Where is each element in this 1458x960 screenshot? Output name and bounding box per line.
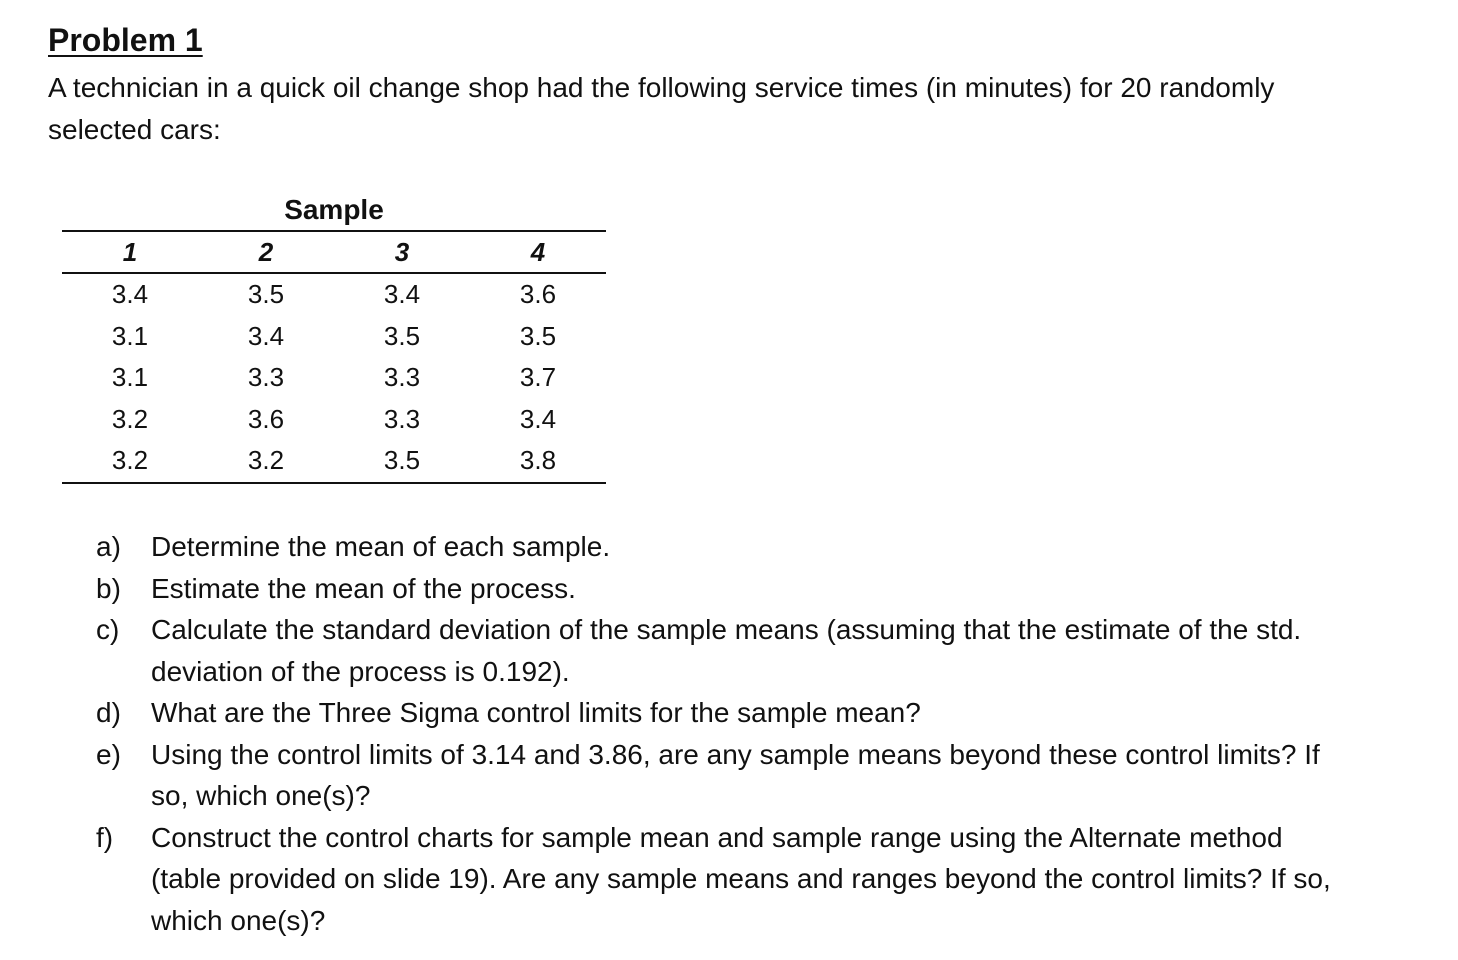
column-header-2: 2: [258, 236, 274, 267]
table-cell: 3.5: [519, 320, 557, 351]
question-letter: c): [96, 614, 120, 645]
table-cell: 3.2: [247, 445, 285, 476]
question-text: Construct the control charts for sample mean and sample range using the Alternate method (table provided on slide 19). Are any sample means and ranges beyond the control limits? If so, which one(s)?: [151, 821, 1331, 936]
question-text: Calculate the standard deviation of the sample means (assuming that the estimate of the std. deviation of the process is 0.192).: [151, 614, 1302, 687]
question-letter: b): [96, 572, 121, 604]
column-header-1: 1: [122, 236, 138, 267]
table-cell: 3.4: [383, 279, 421, 310]
question-letter: f): [96, 821, 114, 853]
table-cell: 3.2: [111, 403, 149, 434]
question-text: Estimate the mean of the process.: [151, 572, 576, 604]
question-text: Using the control limits of 3.14 and 3.86, are any sample means beyond these control limits? If so, which one(s)?: [151, 738, 1320, 811]
question-item: [96, 526, 1356, 568]
question-text: What are the Three Sigma control limits for the sample mean?: [151, 697, 921, 728]
question-item: [96, 734, 1356, 817]
table-cell: 3.1: [111, 362, 149, 393]
table-cell: 3.4: [111, 279, 149, 310]
column-header-3: 3: [394, 236, 410, 267]
table-cell: 3.5: [247, 279, 285, 310]
question-list: [96, 526, 1356, 941]
table-cell: 3.7: [519, 362, 557, 393]
column-header-4: 4: [530, 236, 546, 267]
table-header-row: [62, 231, 606, 273]
table-cell: 3.3: [247, 362, 285, 393]
table-cell: 3.4: [519, 403, 557, 434]
table-cell: 3.8: [519, 445, 557, 476]
question-letter: e): [96, 738, 121, 770]
table-cell: 3.3: [383, 362, 421, 393]
table-row: [62, 399, 606, 441]
table-cell: 3.5: [383, 445, 421, 476]
table-cell: 3.5: [383, 320, 421, 351]
table-cell: 3.6: [519, 279, 557, 310]
table-row: [62, 273, 606, 316]
data-table: [62, 230, 606, 484]
table-cell: 3.3: [383, 403, 421, 434]
problem-title: Problem 1: [48, 22, 203, 58]
question-item: [96, 817, 1356, 942]
table-row: [62, 316, 606, 358]
table-cell: 3.6: [247, 403, 285, 434]
table-row: [62, 357, 606, 399]
table-cell: 3.2: [111, 445, 149, 476]
question-item: [96, 568, 1356, 610]
question-item: [96, 609, 1356, 692]
problem-intro: A technician in a quick oil change shop had the following service times (in minutes) for 20 randomly selected cars:: [48, 72, 1275, 145]
table-caption: Sample: [284, 194, 384, 225]
table-cell: 3.1: [111, 320, 149, 351]
table-row: [62, 440, 606, 483]
question-letter: d): [96, 697, 121, 728]
service-times-table: [62, 190, 606, 484]
question-letter: a): [96, 531, 121, 562]
table-cell: 3.4: [247, 320, 285, 351]
question-text: Determine the mean of each sample.: [151, 531, 611, 562]
question-item: [96, 692, 1356, 734]
